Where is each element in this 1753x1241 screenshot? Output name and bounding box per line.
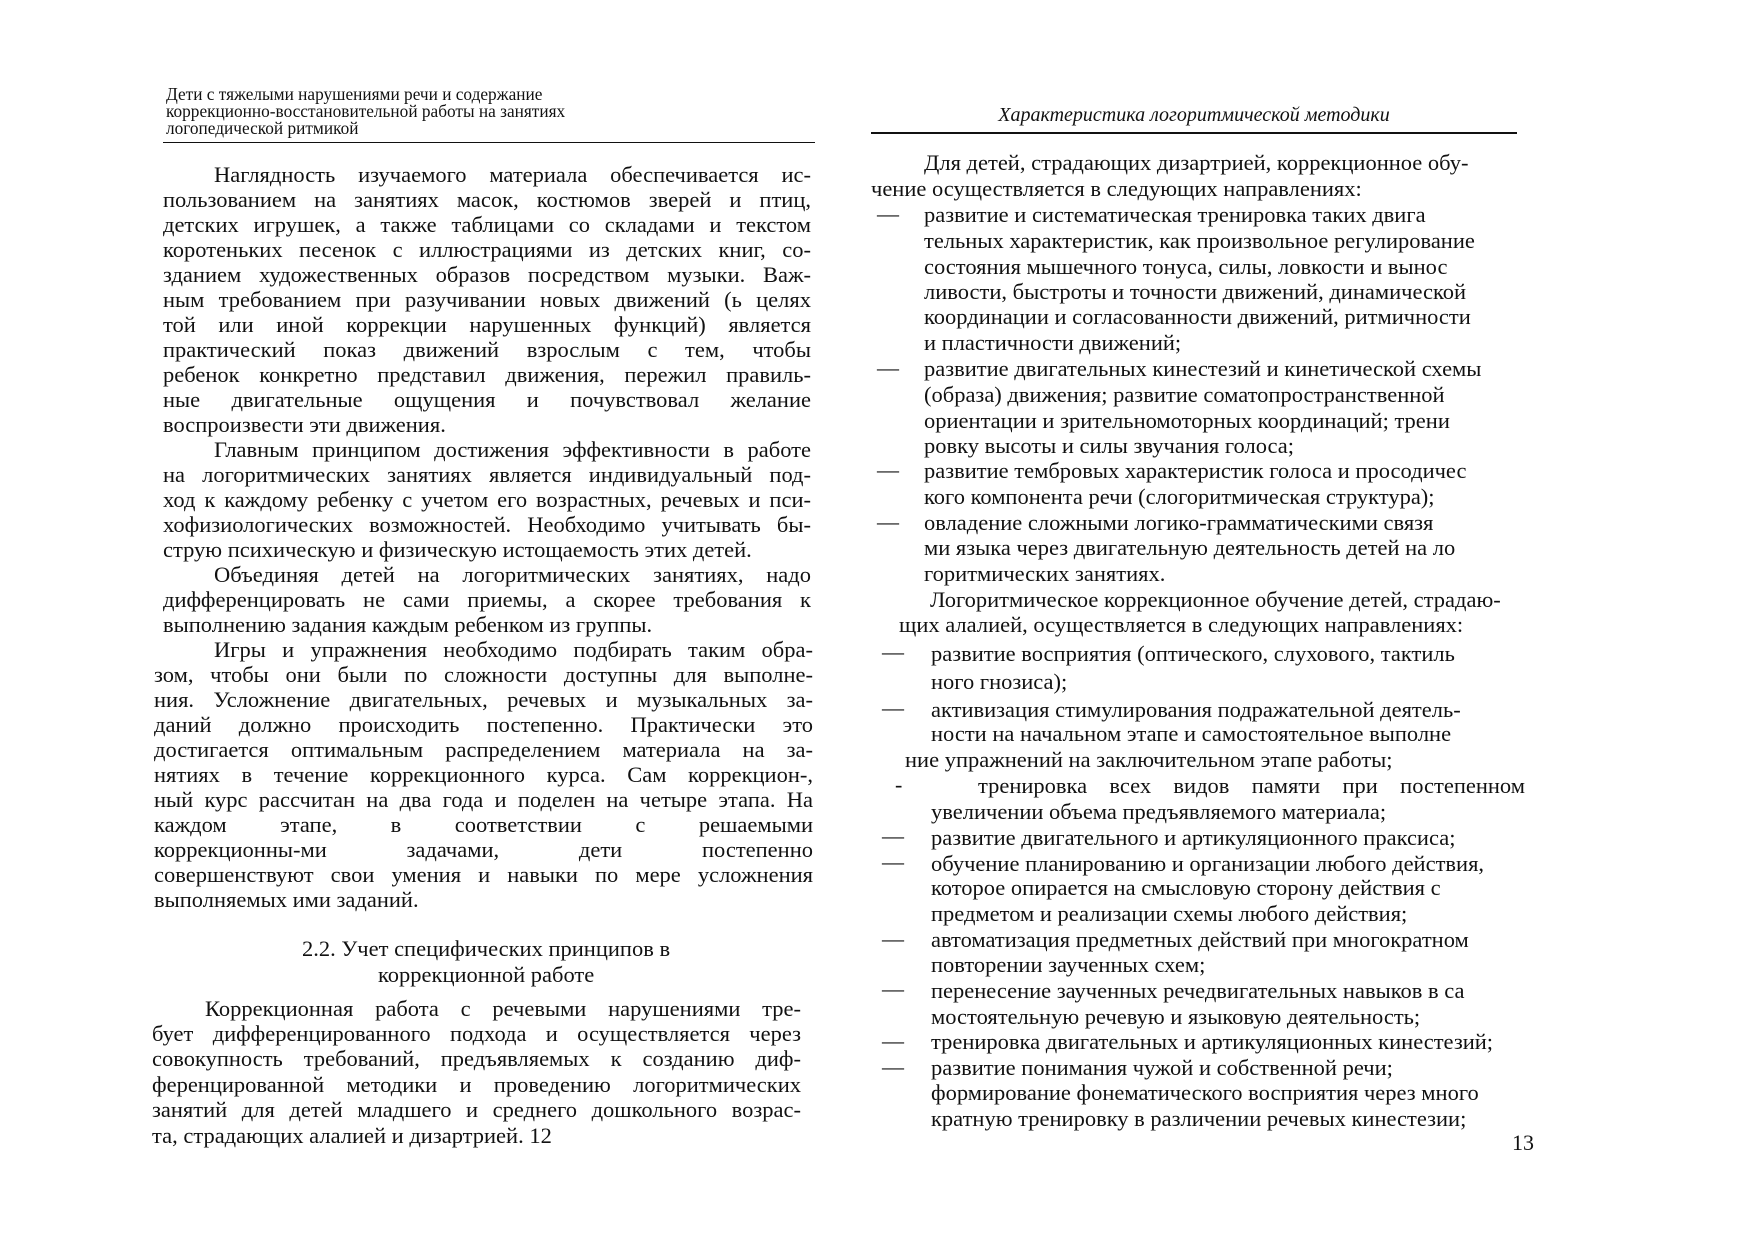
list-item-text: тренировка двигательных и артикуляционных кинестезий; bbox=[931, 1029, 1494, 1055]
text-line: формирование фонематического восприятия через много bbox=[931, 1080, 1479, 1106]
left-header-line: логопедической ритмикой bbox=[166, 118, 359, 138]
list-item-text: развитие восприятия (оптического, слухового, тактиль bbox=[931, 640, 1455, 666]
text-line: пользованием на занятиях масок, костюмов зверей и птиц, bbox=[163, 186, 811, 212]
hyphen-bullet: - bbox=[895, 771, 903, 797]
list-item-text: развитие двигательного и артикуляционного праксиса; bbox=[931, 824, 1456, 850]
text-line: предметом и реализации схемы любого действия; bbox=[931, 901, 1408, 927]
section-heading: 2.2. Учет специфических принципов в bbox=[302, 935, 671, 961]
text-line: занятий для детей младшего и среднего дошкольного возрас- bbox=[152, 1097, 801, 1123]
text-line: Объединяя детей на логоритмических занятиях, надо bbox=[214, 561, 811, 587]
text-line: выполнению задания каждым ребенком из группы. bbox=[163, 611, 653, 637]
text-line: струю психическую и физическую истощаемость этих детей. bbox=[163, 536, 752, 562]
text-line: Главным принципом достижения эффективности в работе bbox=[214, 436, 811, 462]
text-line: ми языка через двигательную деятельность детей на ло bbox=[924, 534, 1456, 560]
text-line: Логоритмическое коррекционное обучение детей, страдаю- bbox=[930, 586, 1501, 612]
dash-bullet: — bbox=[882, 976, 904, 1002]
text-line: совокупность требований, предъявляемых к созданию диф- bbox=[152, 1046, 801, 1072]
dash-bullet: — bbox=[877, 354, 899, 380]
text-line: тельных характеристик, как произвольное регулирование bbox=[924, 228, 1475, 254]
right-running-header: Характеристика логоритмической методики bbox=[998, 104, 1390, 126]
text-line: совершенствуют свои умения и навыки по мере усложнения bbox=[154, 861, 813, 887]
text-line: ные двигательные ощущения и почувствовал желание bbox=[163, 386, 811, 412]
text-line: кого компонента речи (слогоритмическая структура); bbox=[924, 484, 1435, 510]
text-line: та, страдающих алалией и дизартрией. 12 bbox=[152, 1122, 552, 1148]
dash-bullet: — bbox=[882, 639, 904, 665]
text-line: достигается оптимальным распределением материала на за- bbox=[154, 736, 813, 762]
dash-bullet: — bbox=[877, 456, 899, 482]
text-line: состояния мышечного тонуса, силы, ловкости и вынос bbox=[924, 253, 1448, 279]
text-line: детских игрушек, а также таблицами со складами и текстом bbox=[163, 211, 811, 237]
text-line: хофизиологических возможностей. Необходимо учитывать бы- bbox=[163, 511, 811, 537]
text-line: кратную тренировку в различении речевых кинестезии; bbox=[931, 1105, 1467, 1131]
text-line: мостоятельную речевую и языковую деятельность; bbox=[931, 1003, 1421, 1029]
text-line: ние упражнений на заключительном этапе работы; bbox=[905, 747, 1393, 773]
dash-bullet: — bbox=[882, 849, 904, 875]
text-line: каждом этапе, в соответствии с решаемыми bbox=[154, 811, 813, 837]
text-line: коррекционны-ми задачами, дети постепенно bbox=[154, 836, 813, 862]
text-line: даний должно происходить постепенно. Практически это bbox=[154, 711, 813, 737]
list-item-text: развитие двигательных кинестезий и кинетической схемы bbox=[924, 356, 1482, 382]
left-header-line: Дети с тяжелыми нарушениями речи и содержание bbox=[166, 84, 543, 104]
text-line: ровку высоты и силы звучания голоса; bbox=[924, 432, 1295, 458]
text-line: ференцированной методики и проведению логоритмических bbox=[152, 1071, 801, 1097]
text-line: которое опирается на смысловую сторону действия с bbox=[931, 875, 1441, 901]
left-header-line: коррекционно-восстановительной работы на занятиях bbox=[166, 101, 566, 121]
page-number: 13 bbox=[1512, 1130, 1534, 1155]
text-line: зом, чтобы они были по сложности доступны для выполне- bbox=[154, 661, 813, 687]
text-line: выполняемых ими заданий. bbox=[154, 886, 419, 912]
list-item-text: развитие тембровых характеристик голоса и просодичес bbox=[924, 458, 1467, 484]
text-line: щих алалией, осуществляется в следующих направлениях: bbox=[899, 612, 1464, 638]
dash-bullet: — bbox=[882, 823, 904, 849]
left-running-header bbox=[166, 86, 582, 137]
list-item-text: автоматизация предметных действий при многократном bbox=[931, 927, 1469, 953]
section-heading: коррекционной работе bbox=[378, 961, 595, 987]
dash-bullet: — bbox=[882, 695, 904, 721]
list-item-text: активизация стимулирования подражательной деятель- bbox=[931, 696, 1461, 722]
text-line: повторении заученных схем; bbox=[931, 951, 1206, 977]
text-line: зданием художественных образов посредством музыки. Важ- bbox=[163, 261, 811, 287]
text-line: воспроизвести эти движения. bbox=[163, 411, 446, 437]
list-item-text: перенесение заученных речедвигательных навыков в са bbox=[931, 977, 1465, 1003]
text-line: Для детей, страдающих дизартрией, коррекционное обу- bbox=[924, 150, 1469, 176]
text-line: той или иной коррекции нарушенных функций) является bbox=[163, 311, 811, 337]
text-line: (образа) движения; развитие соматопространственной bbox=[924, 382, 1445, 408]
text-line: Наглядность изучаемого материала обеспечивается ис- bbox=[214, 161, 811, 187]
right-header-rule bbox=[871, 132, 1517, 134]
text-line: нятиях в течение коррекционного курса. Сам коррекцион-, bbox=[154, 761, 813, 787]
text-line: чение осуществляется в следующих направлениях: bbox=[871, 176, 1362, 202]
text-line: увеличении объема предъявляемого материала; bbox=[931, 799, 1387, 825]
text-line: ливости, быстроты и точности движений, динамической bbox=[924, 278, 1467, 304]
text-line: ный курс рассчитан на два года и поделен на четыре этапа. На bbox=[154, 786, 813, 812]
text-line: ным требованием при разучивании новых движений (ь целях bbox=[163, 286, 811, 312]
list-item-text: развитие понимания чужой и собственной речи; bbox=[931, 1055, 1393, 1081]
left-header-rule bbox=[163, 142, 815, 143]
text-line: горитмических занятиях. bbox=[924, 560, 1166, 586]
dash-bullet: — bbox=[877, 508, 899, 534]
list-item-text: тренировка всех видов памяти при постепенном bbox=[978, 773, 1525, 799]
text-line: практический показ движений взрослым с тем, чтобы bbox=[163, 336, 811, 362]
text-line: ход к каждому ребенку с учетом его возрастных, речевых и пси- bbox=[163, 486, 811, 512]
text-line: дифференцировать не сами приемы, а скорее требования к bbox=[163, 586, 811, 612]
dash-bullet: — bbox=[877, 200, 899, 226]
dash-bullet: — bbox=[882, 1027, 904, 1053]
dash-bullet: — bbox=[882, 1053, 904, 1079]
text-line: на логоритмических занятиях является индивидуальный под- bbox=[163, 461, 811, 487]
list-item-text: развитие и систематическая тренировка таких двига bbox=[924, 202, 1426, 228]
text-line: ния. Усложнение двигательных, речевых и музыкальных за- bbox=[154, 686, 813, 712]
text-line: Коррекционная работа с речевыми нарушениями тре- bbox=[205, 995, 801, 1021]
list-item-text: овладение сложными логико-грамматическими связя bbox=[924, 510, 1434, 536]
text-line: бует дифференцированного подхода и осуществляется через bbox=[152, 1020, 801, 1046]
text-line: ности на начальном этапе и самостоятельное выполне bbox=[931, 721, 1452, 747]
text-line: Игры и упражнения необходимо подбирать таким обра- bbox=[214, 636, 813, 662]
text-line: ориентации и зрительномоторных координаций; трени bbox=[924, 407, 1450, 433]
text-line: координации и согласованности движений, ритмичности bbox=[924, 304, 1471, 330]
text-line: ребенок конкретно представил движения, пережил правиль- bbox=[163, 361, 811, 387]
text-line: и пластичности движений; bbox=[924, 330, 1182, 356]
dash-bullet: — bbox=[882, 925, 904, 951]
text-line: ного гнозиса); bbox=[931, 668, 1068, 694]
text-line: коротеньких песенок с иллюстрациями из детских книг, со- bbox=[163, 236, 811, 262]
list-item-text: обучение планированию и организации любого действия, bbox=[931, 850, 1485, 876]
